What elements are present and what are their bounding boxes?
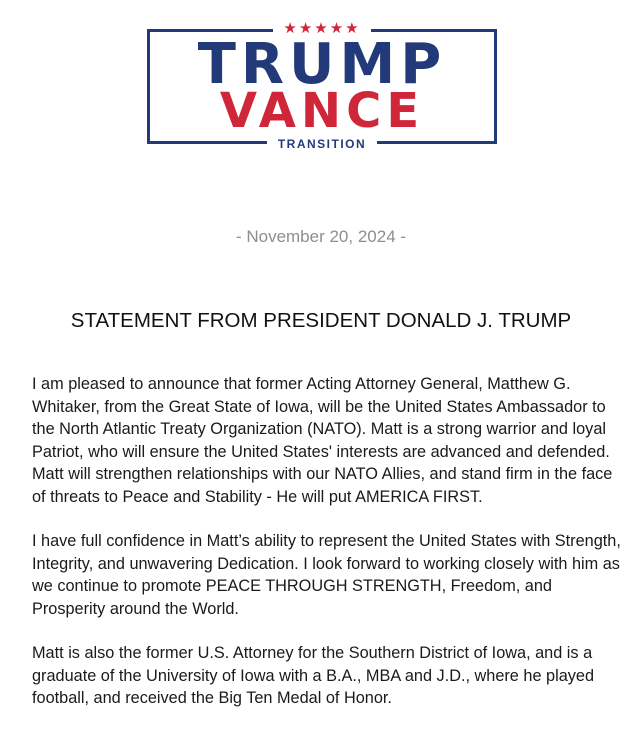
- stars-icon: ★★★★★: [283, 20, 361, 37]
- text-line: Whitaker, from the Great State of Iowa, will be the United States Ambassador to: [32, 397, 606, 416]
- text-line: Matt will strengthen relationships with our NATO Allies, and stand firm in the face: [32, 465, 613, 483]
- text-line: the North Atlantic Treaty Organization (NATO). Matt is a strong warrior and loyal: [32, 420, 606, 438]
- logo-trump: TRUMP: [197, 32, 447, 97]
- paragraph-2: [32, 530, 632, 620]
- logo-vance: VANCE: [219, 83, 425, 139]
- paragraph-1: [32, 373, 632, 508]
- trump-vance-transition-logo: [147, 20, 497, 151]
- text-line: Matt is also the former U.S. Attorney for the Southern District of Iowa, and is a: [32, 644, 593, 662]
- text-line: we continue to promote PEACE THROUGH STRENGTH, Freedom, and: [32, 577, 552, 595]
- text-line: of threats to Peace and Stability - He will put AMERICA FIRST.: [32, 487, 483, 506]
- text-line: Patriot, who will ensure the United States' interests are advanced and defended.: [32, 442, 610, 461]
- logo-subtitle: TRANSITION: [277, 137, 367, 151]
- statement-heading: STATEMENT FROM PRESIDENT DONALD J. TRUMP: [70, 309, 572, 332]
- text-line: graduate of the University of Iowa with a B.A., MBA and J.D., where he played: [32, 666, 594, 685]
- text-line: I am pleased to announce that former Acting Attorney General, Matthew G.: [32, 375, 571, 393]
- statement-date: - November 20, 2024 -: [235, 227, 407, 246]
- paragraph-3: [32, 642, 632, 710]
- text-line: Integrity, and unwavering Dedication. I look forward to working closely with him as: [32, 554, 620, 573]
- text-line: I have full confidence in Matt’s ability to represent the United States with Strength,: [32, 532, 621, 550]
- text-line: football, and received the Big Ten Medal of Honor.: [32, 689, 392, 707]
- text-line: Prosperity around the World.: [32, 599, 239, 618]
